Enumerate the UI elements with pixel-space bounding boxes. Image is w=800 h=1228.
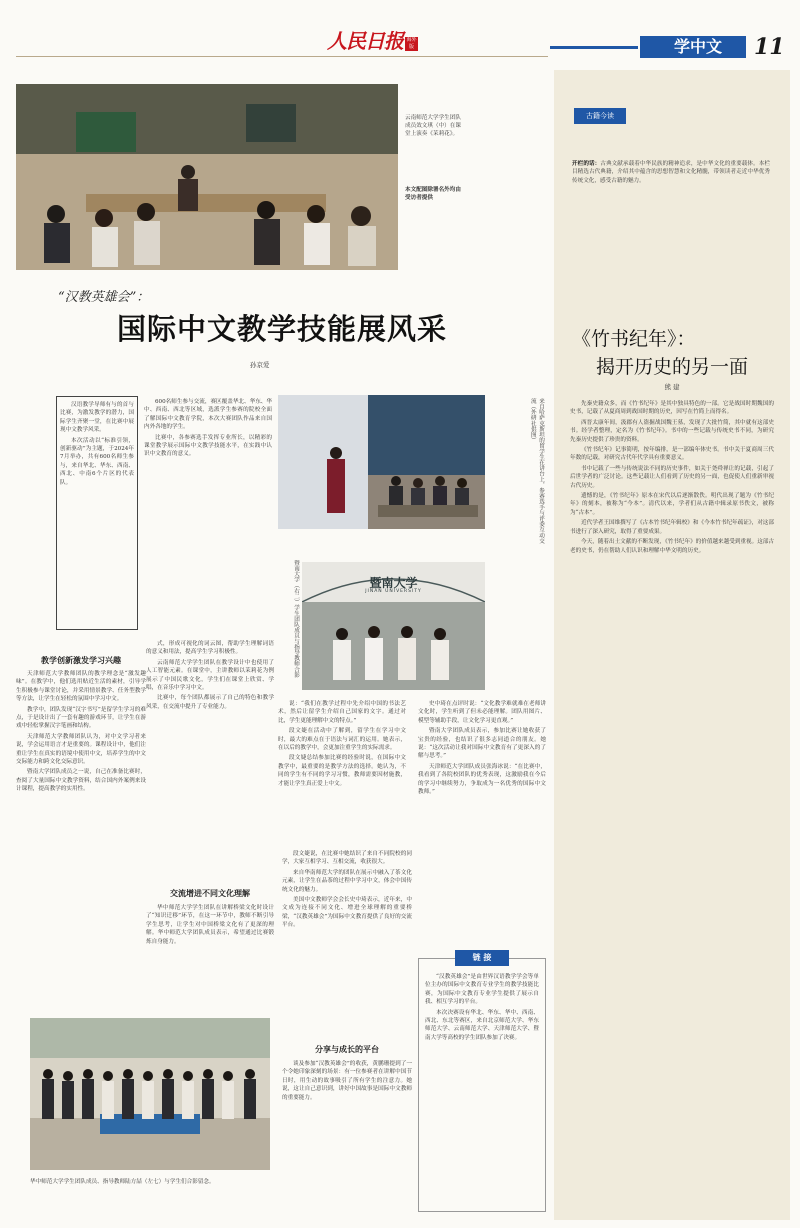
subhead-teaching-innovation: 教学创新激发学习兴趣 (41, 656, 121, 665)
classroom-photo-art (16, 84, 398, 270)
masthead-rule (16, 56, 548, 57)
sidebar (554, 70, 790, 1220)
newspaper-logo (327, 30, 418, 54)
paragraph: 云南师范大学学生团队在教学设计中也使用了人工智能元素。在课堂中，主讲教师以茉莉花为例展示了中国民歌文化，学生们在课堂上欣赏、学唱，在音乐中学习中文。 (146, 659, 274, 692)
link-box (418, 953, 546, 1212)
paragraph: 说：“我们在教学过程中先介绍中国的书法艺术，然后让留学生介绍自己国家的文字。通过对比，学生更能理解中文的特点。” (278, 701, 406, 724)
article-kicker: “汉教英雄会”： (58, 290, 150, 305)
group-photo-art (30, 1018, 270, 1170)
sidebar-paragraph: 近代学者王国维撰写了《古本竹书纪年辑校》和《今本竹书纪年疏证》，对这部书进行了深入研究，取得了重要成果。 (570, 520, 774, 535)
intro-text (60, 401, 134, 625)
article-title: 国际中文教学技能展风采 (116, 312, 447, 346)
intro-box (56, 396, 138, 630)
sidebar-intro-head: 开栏的话： (572, 161, 601, 167)
sidebar-body (570, 400, 774, 1210)
sidebar-author: 熊 建 (664, 383, 680, 391)
paragraph: 来自华南师范大学的团队在展示中融入了茶文化元素，让学生在品茶的过程中学习中文，体会中国传统文化的魅力。 (282, 869, 412, 893)
paragraph: 比赛中，每个团队都展示了自己的特色和教学风采，在交流中提升了专业能力。 (146, 695, 274, 710)
masthead (0, 0, 800, 62)
paragraph: 暨南大学团队成员之一说，自己在准备比赛时，查阅了大量国际中文教学资料，结合国内外案例来设计课程，提高教学的实用性。 (16, 769, 146, 793)
sidebar-paragraph: 书中记载了一些与传统说法不同的历史事件，如关于尧舜禅让的记载，引起了后世学者的广泛讨论。这些记载让人们看到了历史的另一面，也促使人们重新审视古代历史。 (570, 465, 774, 489)
logo-text: 人民日报 (327, 29, 403, 53)
paragraph: 段文婕总结参加比赛的经验时说，在国际中文教学中，最重要的是教学方法的选择。她认为，不同的学生有不同的学习习惯，教师需要因材施教，才能让学生真正爱上中文。 (278, 755, 406, 787)
article-column-1 (16, 670, 146, 1002)
stage-photo-caption: 来自哈萨克斯坦的留学生在讲台上，参赛选手与评委互动交流（外研社供图） (529, 398, 544, 544)
paragraph: 天津师范大学教师团队认为，对中文学习者来说，学会运用语言才是重要的。课程设计中，他们注重让学生在真实的语境中使用中文，培养学生的中文交际能力和跨文化交际意识。 (16, 733, 146, 766)
link-text (425, 973, 539, 1205)
article-column-2 (146, 640, 274, 880)
sidebar-title-book: 《竹书纪年》： (572, 328, 696, 350)
classroom-photo-caption: 云南师范大学学生团队成员效文琪（中）在课堂上演奏《茉莉花》。 (405, 115, 461, 138)
article-author: 孙京爱 (250, 361, 270, 369)
paragraph: 段文婕在活动中了解到，留学生在学习中文时，最大的难点在于语法与词汇的运用。她表示，在以后的教学中，会更加注重学生的实际需求。 (278, 728, 406, 752)
page-number: 11 (754, 34, 785, 60)
article-column-upper (144, 398, 272, 640)
sidebar-paragraph: 西晋太康年间，汲郡有人盗掘战国魏王墓，发现了大批竹简，其中就有这部史书。经学者整理，定名为《竹书纪年》。书中的一些记载与传统史书不同，为研究先秦历史提供了珍贵的资料。 (570, 419, 774, 443)
sidebar-paragraph: 《竹书纪年》记事简明，按年编排，是一部编年体史书。书中关于夏商周三代年数的记载，对研究古代年代学具有重要意义。 (570, 447, 774, 462)
edition-badge (405, 37, 418, 51)
link-box-header-line (419, 958, 455, 959)
paragraph: 天津师范大学团队成员张海冰说：“在比赛中，我看到了各院校团队的优秀表现，这激励我在今后的学习中继续努力，争取成为一名优秀的国际中文教师。” (418, 763, 546, 796)
paragraph: 谈及参加“汉教英雄会”的收获，黄鹏珊提到了一个令她印象深刻的场景：有一位参赛者在讲解中国节日时，用生动的故事吸引了所有学生的注意力。她说，这让自己意识到，讲好中国故事是国际中文教师的重要能力。 (282, 1061, 412, 1101)
paragraph: 段文婕说，在比赛中她结识了来自不同院校的同学，大家互相学习、互相交流，收获很大。 (282, 851, 412, 866)
section-bar-line (550, 46, 638, 49)
paragraph: 天津师范大学教师团队的教学理念是“激发趣味”。在教学中，他们选用贴近生活的素材，引导学生积极参与课堂讨论，并采用情景教学、任务型教学等方法，让学生在轻松的氛围中学习中文。 (16, 671, 146, 703)
article-column-4 (282, 850, 412, 1030)
link-paragraph: 本次决赛设有华北、华东、华中、西南、西北、东北等赛区，来自北京师范大学、华东师范大学、云南师范大学、天津师范大学、暨南大学等高校的学生团队参加了决赛。 (425, 1009, 539, 1041)
link-label: 链 接 (455, 950, 509, 966)
jinan-sign-text: 暨南大学 (369, 576, 418, 590)
paragraph: 暨南大学团队成员表示，参加比赛让她收获了宝贵的经验，也结识了很多志同道合的朋友。她说：“这次活动让我对国际中文教育有了更深入的了解与思考。” (418, 728, 546, 760)
sidebar-label: 古籍今读 (574, 108, 626, 124)
intro-paragraph: 本次活动以“标准引领，创新驱动”为主题，于2024年7月举办，共有600名师生参与，来自华北、华东、西南、西北、中南6个片区的代表队。 (60, 437, 134, 486)
sidebar-paragraph: 遗憾的是，《竹书纪年》原本在宋代以后逐渐散佚。明代出现了题为《竹书纪年》的刻本，被称为“今本”。清代以来，学者们从古籍中辑录原书佚文，被称为“古本”。 (570, 493, 774, 516)
paragraph: 比赛中，各参赛选手发挥专业所长，以精彩的课堂教学展示国际中文教学技能水平，在实践中认识中文教育的意义。 (144, 434, 272, 458)
group-photo-caption: 华中师范大学学生团队成员、指导教师陆方喆（左七）与学生们合影留念。 (30, 1179, 215, 1185)
sidebar-intro-body: 古典文献承载着中华民族的精神追求，是中华文化的重要载体。本栏目精选古代典籍，介绍其中蕴含的思想智慧和文化精髓，带领读者走近中华优秀传统文化，感受古籍的魅力。 (572, 161, 770, 184)
article-column-4b (282, 1060, 412, 1210)
sidebar-intro-paragraph (572, 160, 770, 185)
stage-photo (278, 395, 485, 529)
subhead-cultural-exchange: 交流增进不同文化理解 (170, 889, 250, 898)
article-column-5 (418, 700, 546, 950)
paragraph: 式，形成可视化的词云图，帮助学生理解词语的意义和用法，提高学生学习积极性。 (146, 641, 274, 656)
edition-line2: 版 (408, 44, 414, 50)
jinan-photo (302, 562, 485, 690)
edition-line1: 海外 (406, 37, 417, 43)
paragraph: 华中师范大学学生团队在讲解桥梁文化时设计了“知识迁移”环节，在这一环节中，教师不断引导学生思考，让学生对中国桥梁文化有了更深的理解。华中师范大学团队成员表示，希望通过比赛锻炼自身能力。 (146, 905, 274, 945)
section-title: 学中文 (673, 37, 722, 56)
paragraph: 600名师生参与交流，赛区覆盖华北、华东、华中、西南、西北等区域，选派学生参赛的院校全面了解国际中文教育学院，本次大赛团队作品来自国内外各地的学生。 (144, 399, 272, 431)
paragraph: 美国中文教师学会会长史中琦表示，近年来，中文成为连接不同文化、增进全球理解的重要桥梁，“汉教英雄会”为国际中文教育提供了良好的交流平台。 (282, 897, 412, 929)
photo-credit: 本文配图除署名外均由受访者提供 (405, 187, 461, 202)
group-photo (30, 1018, 270, 1170)
jinan-sign-english: JINAN UNIVERSITY (365, 589, 422, 594)
article-column-2b (146, 904, 274, 1002)
link-paragraph: “汉教英雄会”是由世界汉语教学学会等单位主办的国际中文教育专业学生的教学技能比赛，为国际中文教育专业学生提供了展示自我、相互学习的平台。 (425, 974, 539, 1006)
jinan-photo-caption: 暨南大学（右二）学生团队成员与指导教师合影 (293, 560, 299, 678)
paragraph: 史中琦在点评时说：“文化教学难就难在老师讲文化时，学生听到了但未必能理解。团队用图片、模型等辅助手段，让文化学习更直观。” (418, 701, 546, 724)
section-bar (550, 36, 800, 58)
classroom-photo (16, 84, 398, 270)
paragraph: 教学中，团队发现“汉字书写”是留学生学习的难点，于是设计出了一套有趣的游戏环节，让学生在游戏中轻松掌握汉字笔画和结构。 (16, 706, 146, 730)
intro-paragraph: 汉语教学导师有与的首与比赛，为激发教学的潜力，国际学生齐聚一堂，在比赛中展现中文教学风采。 (60, 402, 134, 434)
sidebar-paragraph: 今天，随着出土文献的不断发现，《竹书纪年》的价值越来越受到重视。这部古老的史书，仍在帮助人们认识和理解中华文明的历史。 (570, 539, 774, 554)
subhead-growth-platform: 分享与成长的平台 (315, 1045, 379, 1054)
sidebar-title-rest: 揭开历史的另一面 (595, 356, 748, 378)
sidebar-paragraph: 先秦史籍众多，而《竹书纪年》是其中独具特色的一部。它是战国时期魏国的史书，记载了从夏商周到战国时期的历史，因写在竹简上而得名。 (570, 401, 774, 416)
stage-photo-art (278, 395, 485, 529)
sidebar-intro (572, 160, 770, 280)
